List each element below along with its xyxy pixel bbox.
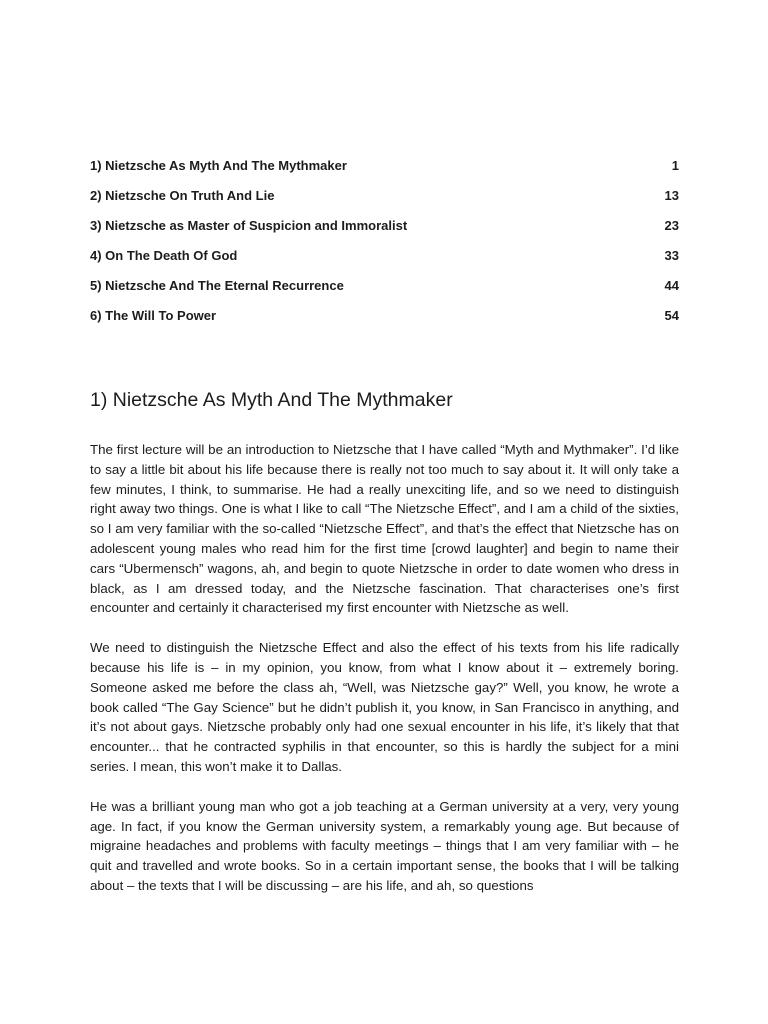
body-paragraph-2: We need to distinguish the Nietzsche Effect and also the effect of his texts from his life radically because his life is – in my opinion, you know, from what I know about it – extremely boring. Someone asked me before the class ah, “Well, was Nietzsche gay?” Well, you know, he wrote a book called “The Gay Science” but he didn’t publish it, you know, in San Francisco in anything, and it’s not about gays. Nietzsche probably only had one sexual encounter in his life, it’s likely that that encounter... that he contracted syphilis in that encounter, so this is hardly the subject for a mini series. I mean, this won’t make it to Dallas.: [90, 640, 679, 774]
chapter-heading: 1) Nietzsche As Myth And The Mythmaker: [90, 389, 453, 411]
toc-entry-page-number: 23: [664, 218, 679, 233]
toc-entry-label: 3) Nietzsche as Master of Suspicion and Immoralist: [90, 218, 408, 233]
toc-entry-page-number: 54: [664, 308, 679, 323]
toc-entry-page-number: 44: [664, 278, 679, 293]
toc-entry-label: 2) Nietzsche On Truth And Lie: [90, 188, 275, 203]
toc-entry-5[interactable]: [90, 277, 679, 307]
toc-entry-3[interactable]: [90, 217, 679, 247]
toc-entry-6[interactable]: [90, 307, 679, 337]
toc-entry-1[interactable]: [90, 157, 679, 187]
body-paragraph-1: The first lecture will be an introduction to Nietzsche that I have called “Myth and Mythmaker”. I’d like to say a little bit about his life because there is really not too much to say about it. It will only take a few minutes, I think, to summarise. He had a really unexciting life, and so we need to distinguish right away two things. One is what I like to call “The Nietzsche Effect”, and I am a child of the sixties, so I am very familiar with the so-called “Nietzsche Effect”, and that’s the effect that Nietzsche has on adolescent young males who read him for the first time [crowd laughter] and begin to name their cars “Ubermensch” wagons, ah, and begin to quote Nietzsche in order to date women who dress in black, as I am dressed today, and the Nietzsche fascination. That characterises one’s first encounter and certainly it characterised my first encounter with Nietzsche as well.: [90, 442, 679, 616]
toc-entry-4[interactable]: [90, 247, 679, 277]
toc-entry-page-number: 1: [671, 158, 679, 173]
toc-entry-page-number: 33: [664, 248, 679, 263]
body-paragraph-3: He was a brilliant young man who got a job teaching at a German university at a very, very young age. In fact, if you know the German university system, a remarkably young age. But because of migraine headaches and problems with faculty meetings – things that I am very familiar with – he quit and travelled and wrote books. So in a certain important sense, the books that I will be talking about – the texts that I will be discussing – are his life, and ah, so questions: [90, 798, 679, 893]
toc-entry-label: 1) Nietzsche As Myth And The Mythmaker: [90, 158, 347, 173]
table-of-contents: [90, 157, 679, 337]
toc-entry-label: 5) Nietzsche And The Eternal Recurrence: [90, 278, 344, 293]
toc-entry-label: 6) The Will To Power: [90, 308, 217, 323]
toc-entry-2[interactable]: [90, 187, 679, 217]
toc-entry-label: 4) On The Death Of God: [90, 248, 238, 263]
toc-entry-page-number: 13: [664, 188, 679, 203]
chapter-body: [90, 440, 679, 896]
